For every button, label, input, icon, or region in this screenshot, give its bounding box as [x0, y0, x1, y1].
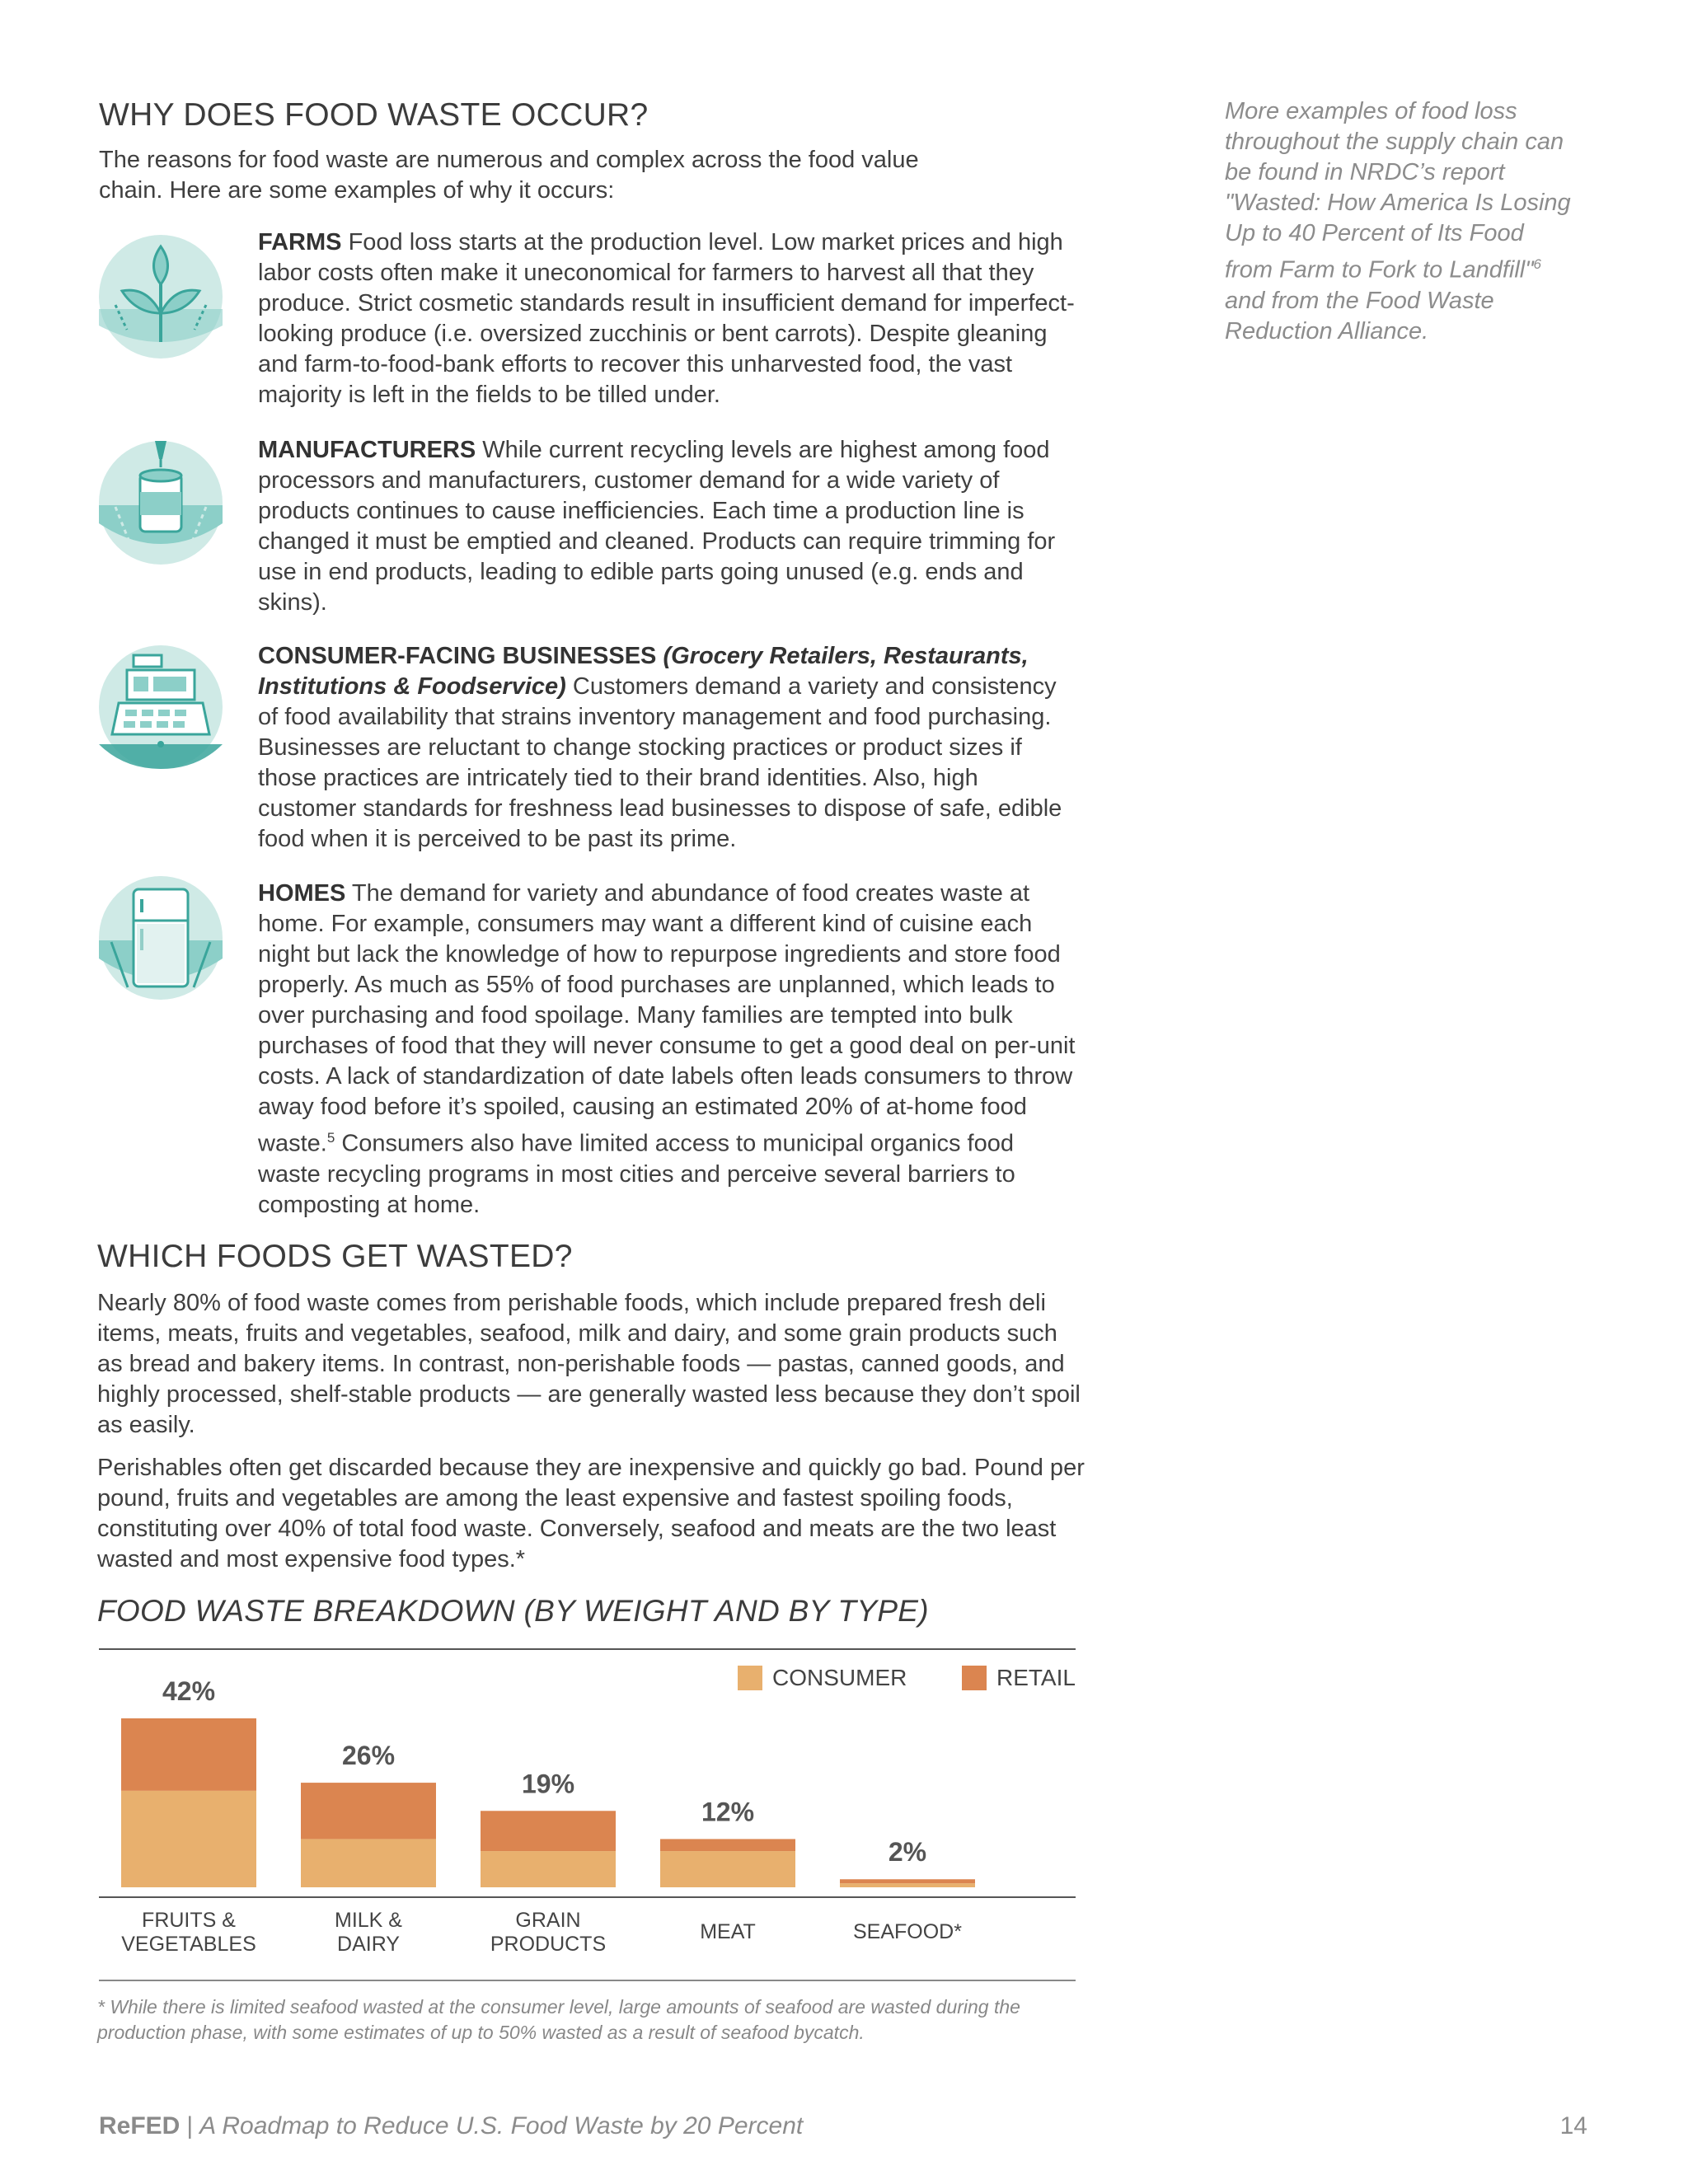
item-manufacturers-text: While current recycling levels are highest among food processors and manufacturers, customer demand for a wide variety of products continues to cause inefficiencies. Each time a production line is changed it must be emptied and cleaned. Products can require trimming for use in end products, leading to edible parts going unused (e.g. ends and skins).	[258, 437, 1056, 616]
bar-total-label-2: 19%	[521, 1769, 575, 1799]
bar-total-label-3: 12%	[701, 1797, 755, 1827]
item-homes-text: The demand for variety and abundance of food creates waste at home. For example, consumers may want a different kind of cuisine each night but lack the knowledge of how to repurpose ingredients and store food properly. As much as 55% of food purchases are unplanned, which leads to over purchasing and food spoilage. Many families are tempted into bulk purchases of food that they will never consume to get a good deal on per-unit costs. A lack of standardization of date labels often leads consumers to throw away food before it’s spoiled, causing an estimated 20% of at-home food waste.	[258, 880, 1076, 1157]
why-intro: The reasons for food waste are numerous and complex across the food value chain. Here are some examples of why it occurs:	[99, 147, 919, 204]
farm-plant-icon	[99, 235, 223, 359]
chart-footnote: * While there is limited seafood wasted at the consumer level, large amounts of seafood are wasted during the production phase, with some estimates of up to 50% wasted as a result of seafood bycatch.	[97, 1996, 1020, 2043]
item-farms-lead: FARMS	[258, 229, 342, 255]
food-waste-chart	[99, 1661, 1076, 1978]
bar-consumer-2	[481, 1851, 616, 1887]
item-manufacturers-lead: MANUFACTURERS	[258, 437, 476, 463]
chart-top-rule	[99, 1648, 1076, 1650]
bar-consumer-1	[301, 1839, 436, 1887]
which-paragraph-1: Nearly 80% of food waste comes from perishable foods, which include prepared fresh deli items, meats, fruits and vegetables, seafood, milk and dairy, and some grain products such as bread and bakery items. In contrast, non-perishable foods — pastas, canned goods, and highly processed, shelf-stable products — are generally wasted less because they don’t spoil as easily.	[97, 1290, 1081, 1438]
page-number: 14	[1559, 2112, 1587, 2139]
footer-brand: ReFED	[99, 2112, 181, 2139]
bar-total-label-0: 42%	[162, 1676, 216, 1706]
bar-retail-1	[301, 1783, 436, 1839]
bar-consumer-0	[121, 1791, 256, 1887]
category-label-4: SEAFOOD*	[853, 1920, 962, 1943]
sidebar-text: More examples of food loss throughout the supply chain can be found in NRDC’s report "Wasted: How America Is Losing Up to 40 Percent of Its Food from Farm to Fork to Landfill"	[1225, 98, 1571, 284]
bar-consumer-4	[840, 1883, 975, 1887]
footer-title: A Roadmap to Reduce U.S. Food Waste by 20 Percent	[199, 2112, 804, 2139]
category-label-0: FRUITS & VEGETABLES	[121, 1909, 256, 1956]
bar-consumer-3	[660, 1851, 795, 1887]
category-label-3: MEAT	[700, 1920, 756, 1943]
item-businesses-lead: CONSUMER-FACING BUSINESSES	[258, 643, 657, 669]
item-farms	[258, 227, 1082, 410]
legend-label-retail: RETAIL	[996, 1665, 1076, 1690]
manufacturer-can-icon	[99, 441, 223, 565]
item-homes	[258, 879, 1082, 1221]
item-farms-text: Food loss starts at the production level. Low market prices and high labor costs often make it uneconomical for farmers to harvest all that they produce. Strict cosmetic standards result in insufficient demand for imperfect-looking produce (i.e. oversized zucchinis or bent carrots). Despite gleaning and farm-to-food-bank efforts to recover this unharvested food, the vast majority is left in the fields to be tilled under.	[258, 229, 1075, 408]
cash-register-icon	[99, 645, 223, 769]
item-businesses	[258, 641, 1082, 855]
section-heading-which: WHICH FOODS GET WASTED?	[97, 1239, 573, 1274]
page-footer	[99, 2112, 803, 2140]
bar-retail-2	[481, 1811, 616, 1851]
item-homes-lead: HOMES	[258, 880, 346, 907]
bar-retail-0	[121, 1718, 256, 1791]
bar-total-label-1: 26%	[341, 1741, 396, 1771]
bar-retail-3	[660, 1839, 795, 1851]
item-homes-text-continued: Consumers also have limited access to municipal organics food waste recycling programs in most cities and perceive several barriers to composting at home.	[258, 1130, 1015, 1218]
section-heading-why: WHY DOES FOOD WASTE OCCUR?	[99, 97, 649, 133]
item-homes-footnote-ref: 5	[326, 1130, 335, 1146]
category-label-2: GRAIN PRODUCTS	[490, 1909, 607, 1956]
chart-title: FOOD WASTE BREAKDOWN (BY WEIGHT AND BY TYPE)	[97, 1594, 929, 1628]
item-businesses-text: Customers demand a variety and consistency of food availability that strains inventory management and food purchasing. Businesses are reluctant to change stocking practices or product sizes if those practices are intricately tied to their brand identities. Also, high customer standards for freshness lead businesses to dispose of safe, edible food when it is perceived to be past its prime.	[258, 673, 1062, 852]
item-manufacturers	[258, 435, 1082, 618]
sidebar-note	[1225, 96, 1571, 347]
sidebar-footnote-ref: 6	[1533, 256, 1541, 272]
chart-bottom-rule	[99, 1980, 1076, 1981]
sidebar-text-continued: and from the Food Waste Reduction Alliance.	[1225, 287, 1494, 344]
which-paragraph-2: Perishables often get discarded because they are inexpensive and quickly go bad. Pound per pound, fruits and vegetables are among the least expensive and fastest spoiling foods, constituting over 40% of total food waste. Conversely, seafood and meats are the two least wasted and most expensive food types.*	[97, 1455, 1085, 1572]
footer-separator: |	[186, 2112, 194, 2139]
bar-retail-4	[840, 1879, 975, 1883]
item-businesses-lead-italic: (Grocery Retailers, Restaurants, Institutions & Foodservice)	[258, 643, 1029, 700]
category-label-1: MILK & DAIRY	[335, 1909, 402, 1956]
legend-label-consumer: CONSUMER	[772, 1665, 907, 1690]
bar-total-label-4: 2%	[888, 1837, 927, 1868]
refrigerator-icon	[99, 876, 223, 1000]
